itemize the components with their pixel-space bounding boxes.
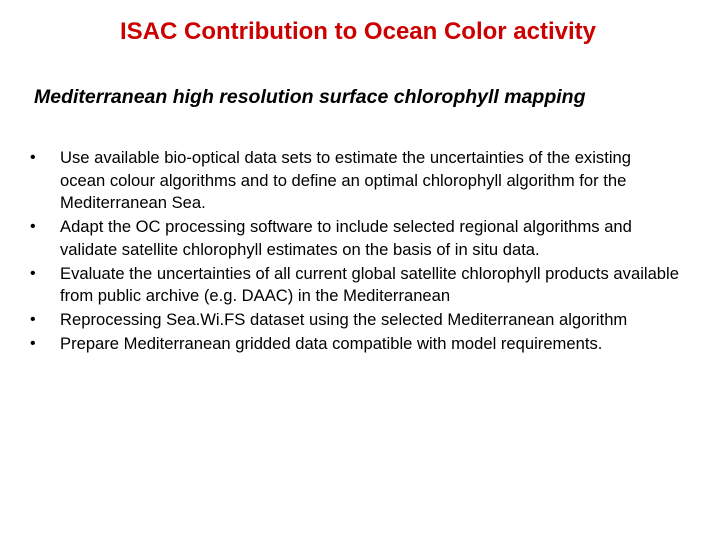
bullet-list: [30, 147, 680, 357]
slide-subtitle: Mediterranean high resolution surface chlorophyll mapping: [34, 86, 586, 108]
bullet-item-3: [30, 263, 680, 308]
bullet-icon: •: [30, 149, 36, 166]
bullet-text: Use available bio-optical data sets to estimate the uncertainties of the existing ocean colour algorithms and to define an optimal chlorophyll algorithm for the Mediterranean Sea.: [60, 148, 631, 212]
bullet-icon: •: [30, 264, 36, 282]
bullet-item-5: [30, 333, 680, 356]
bullet-text: Adapt the OC processing software to include selected regional algorithms and validate satellite chlorophyll estimates on the basis of in situ data.: [60, 217, 632, 259]
slide-title: ISAC Contribution to Ocean Color activity: [119, 18, 597, 45]
bullet-text: Reprocessing Sea.Wi.FS dataset using the selected Mediterranean algorithm: [60, 310, 628, 330]
bullet-item-4: [30, 309, 680, 332]
bullet-icon: •: [30, 311, 36, 329]
bullet-text: Evaluate the uncertainties of all current global satellite chlorophyll products available from public archive (e.g. DAAC) in the Mediterranean: [60, 263, 679, 306]
bullet-item-1: [30, 147, 680, 215]
bullet-icon: •: [30, 335, 36, 353]
bullet-item-2: [30, 216, 680, 261]
bullet-text: Prepare Mediterranean gridded data compatible with model requirements.: [60, 334, 603, 354]
bullet-icon: •: [30, 218, 36, 236]
